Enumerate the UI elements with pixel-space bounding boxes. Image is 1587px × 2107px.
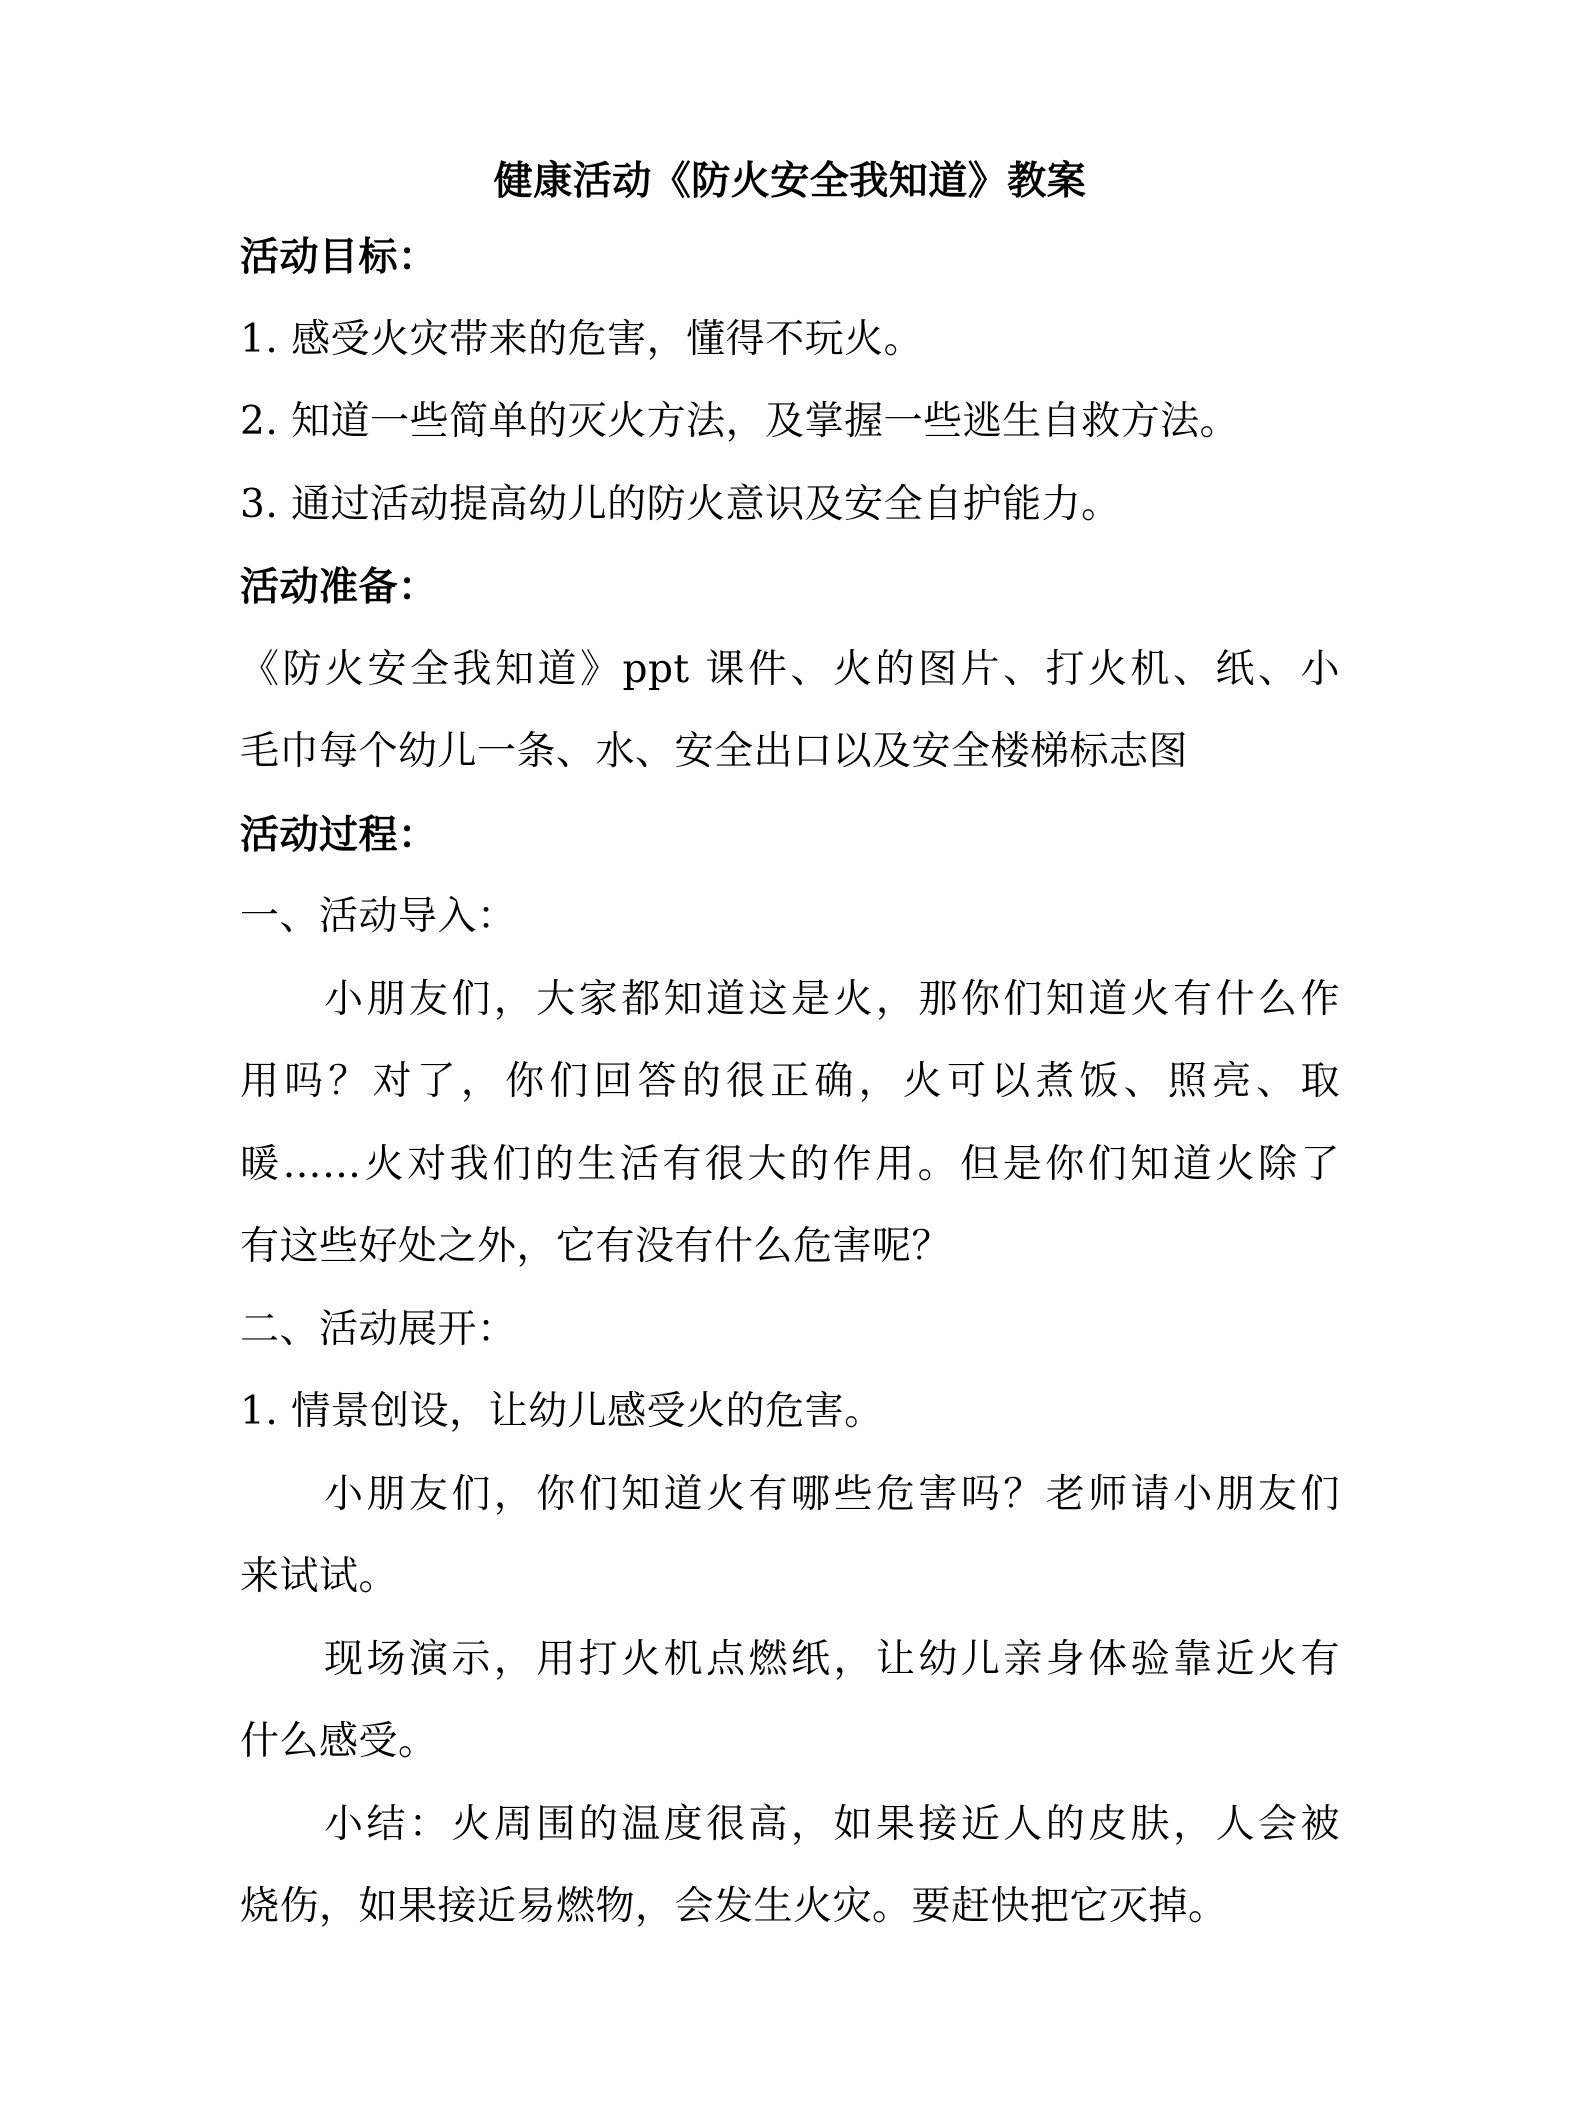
goals-heading: 活动目标：	[240, 234, 438, 280]
goal-item: 1. 感受火灾带来的危害，懂得不玩火。	[240, 316, 924, 362]
preparation-text-line: 《防火安全我知道》ppt 课件、火的图片、打火机、纸、小	[240, 646, 1340, 692]
part1-paragraph-line: 有这些好处之外，它有没有什么危害呢？	[240, 1224, 952, 1269]
step1-paragraph-line: 什么感受。	[240, 1719, 438, 1764]
part1-paragraph-line: 暖……火对我们的生活有很大的作用。但是你们知道火除了	[240, 1141, 1340, 1187]
step1-heading: 1. 情景创设，让幼儿感受火的危害。	[240, 1389, 884, 1434]
summary-paragraph-line: 小结：火周围的温度很高，如果接近人的皮肤，人会被	[324, 1801, 1340, 1847]
part1-paragraph-line: 用吗？对了，你们回答的很正确，火可以煮饭、照亮、取	[240, 1059, 1340, 1104]
step1-paragraph-line: 小朋友们，你们知道火有哪些危害吗？老师请小朋友们	[324, 1471, 1340, 1517]
part1-heading: 一、活动导入：	[240, 894, 517, 939]
document-page	[240, 146, 1340, 1949]
preparation-heading: 活动准备：	[240, 564, 438, 610]
document-title: 健康活动《防火安全我知道》教案	[493, 158, 1087, 204]
step1-paragraph-line: 来试试。	[240, 1554, 399, 1599]
preparation-text-line: 毛巾每个幼儿一条、水、安全出口以及安全楼梯标志图	[240, 729, 1189, 774]
step1-paragraph-line: 现场演示，用打火机点燃纸，让幼儿亲身体验靠近火有	[324, 1636, 1340, 1682]
summary-paragraph-line: 烧伤，如果接近易燃物，会发生火灾。要赶快把它灭掉。	[240, 1884, 1228, 1929]
part1-paragraph-line: 小朋友们，大家都知道这是火，那你们知道火有什么作	[324, 976, 1340, 1022]
process-heading: 活动过程：	[240, 811, 438, 858]
goal-item: 3. 通过活动提高幼儿的防火意识及安全自护能力。	[240, 481, 1121, 527]
part2-heading: 二、活动展开：	[240, 1306, 517, 1352]
goal-item: 2. 知道一些简单的灭火方法，及掌握一些逃生自救方法。	[240, 399, 1240, 444]
